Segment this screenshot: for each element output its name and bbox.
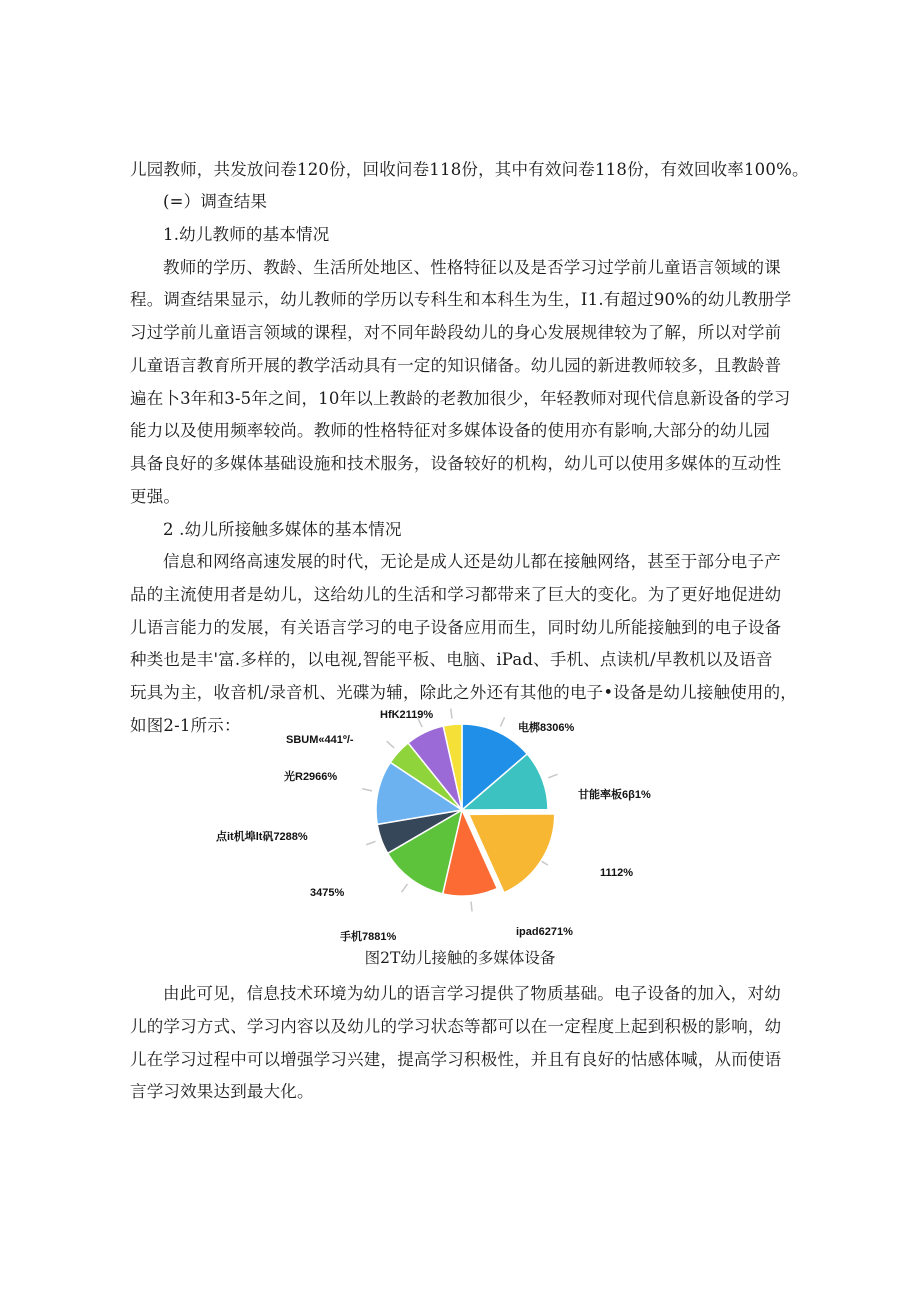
text-line: 儿的学习方式、学习内容以及幼儿的学习状态等都可以在一定程度上起到积极的影响，幼 [130, 1017, 782, 1036]
pie-label: 点it机埠lt矾7288% [216, 831, 308, 843]
text-line: 习过学前儿童语言领域的课程，对不同年龄段幼儿的身心发展规律较为了解，所以对学前 [130, 323, 782, 342]
text-line: 如图2-1所示： [130, 716, 241, 735]
pie-label: ipad6271% [516, 926, 573, 938]
text-line: 程。调查结果显示，幼儿教师的学历以专科生和本科生为生，I1.有超过90%的幼儿教册学 [130, 290, 792, 309]
text-line: 品的主流使用者是幼儿，这给幼儿的生活和学习都带来了巨大的变化。为了更好地促进幼 [130, 585, 782, 604]
pie-leader-line [471, 902, 472, 912]
pie-label: 甘能率板6β1% [578, 789, 651, 801]
pie-leader-line [451, 709, 452, 719]
pie-slices [376, 724, 555, 896]
text-line: 更强。 [130, 487, 181, 506]
pie-label: SBUM«441º/- [286, 734, 354, 746]
pie-leader-line [500, 717, 504, 726]
text-line: 儿园教师，共发放问卷120份，回收问卷118份，其中有效问卷118份，有效回收率100%。 [130, 160, 809, 179]
pie-leader-line [402, 884, 408, 892]
text-line: 儿语言能力的发展，有关语言学习的电子设备应用而生，同时幼儿所能接触到的电子设备 [130, 618, 782, 637]
pie-chart [200, 700, 670, 950]
section-heading: (=）调查结果 [163, 192, 268, 211]
text-line: 信息和网络高速发展的时代，无论是成人还是幼儿都在接触网络，甚至于部分电子产 [163, 552, 781, 571]
text-line: 教师的学历、教龄、生活所处地区、性格特征以及是否学习过学前儿童语言领域的课 [163, 258, 781, 277]
text-line: 具备良好的多媒体基础设施和技术服务，设备较好的机构，幼儿可以使用多媒体的互动性 [130, 454, 782, 473]
subsection-heading: 2 .幼儿所接触多媒体的基本情况 [163, 520, 402, 539]
text-line: 由此可见，信息技术环境为幼儿的语言学习提供了物质基础。电子设备的加入，对幼 [163, 984, 781, 1003]
text-line: 言学习效果达到最大化。 [130, 1082, 314, 1101]
text-line: 儿童语言教育所开展的教学活动具有一定的知识储备。幼儿园的新进教师较多，且教龄普 [130, 356, 782, 375]
pie-label: HfK2119% [380, 709, 434, 721]
pie-leader-line [366, 841, 375, 844]
text-line: 能力以及使用频率较尚。教师的性格特征对多媒体设备的使用亦有影响,大部分的幼儿园 [130, 421, 771, 440]
subsection-heading: 1.幼儿教师的基本情况 [163, 225, 330, 244]
text-line: 遍在卜3年和3-5年之间，10年以上教龄的老教加很少，年轻教师对现代信息新设备的学习 [130, 389, 791, 408]
pie-label: 3475% [310, 887, 345, 899]
text-line: 玩具为主，收音机/录音机、光碟为辅，除此之外还有其他的电子•设备是幼儿接触使用的， [130, 683, 797, 702]
pie-label: 手机7881% [340, 931, 397, 943]
text-line: 种类也是丰'富.多样的，以电视,智能平板、电脑、iPad、手机、点读机/早教机以及语音 [130, 650, 773, 669]
pie-label: 电梆8306% [518, 722, 575, 734]
pie-leader-line [362, 789, 372, 791]
figure-caption: 图2T幼儿接触的多媒体设备 [364, 949, 556, 967]
pie-leader-line [387, 741, 394, 748]
text-line: 儿在学习过程中可以增强学习兴建，提高学习积极性，并且有良好的怙感体喊，从而使语 [130, 1050, 782, 1069]
pie-label: 1112% [600, 867, 634, 879]
pie-leader-line [548, 774, 557, 777]
pie-label: 光R2966% [284, 771, 338, 783]
